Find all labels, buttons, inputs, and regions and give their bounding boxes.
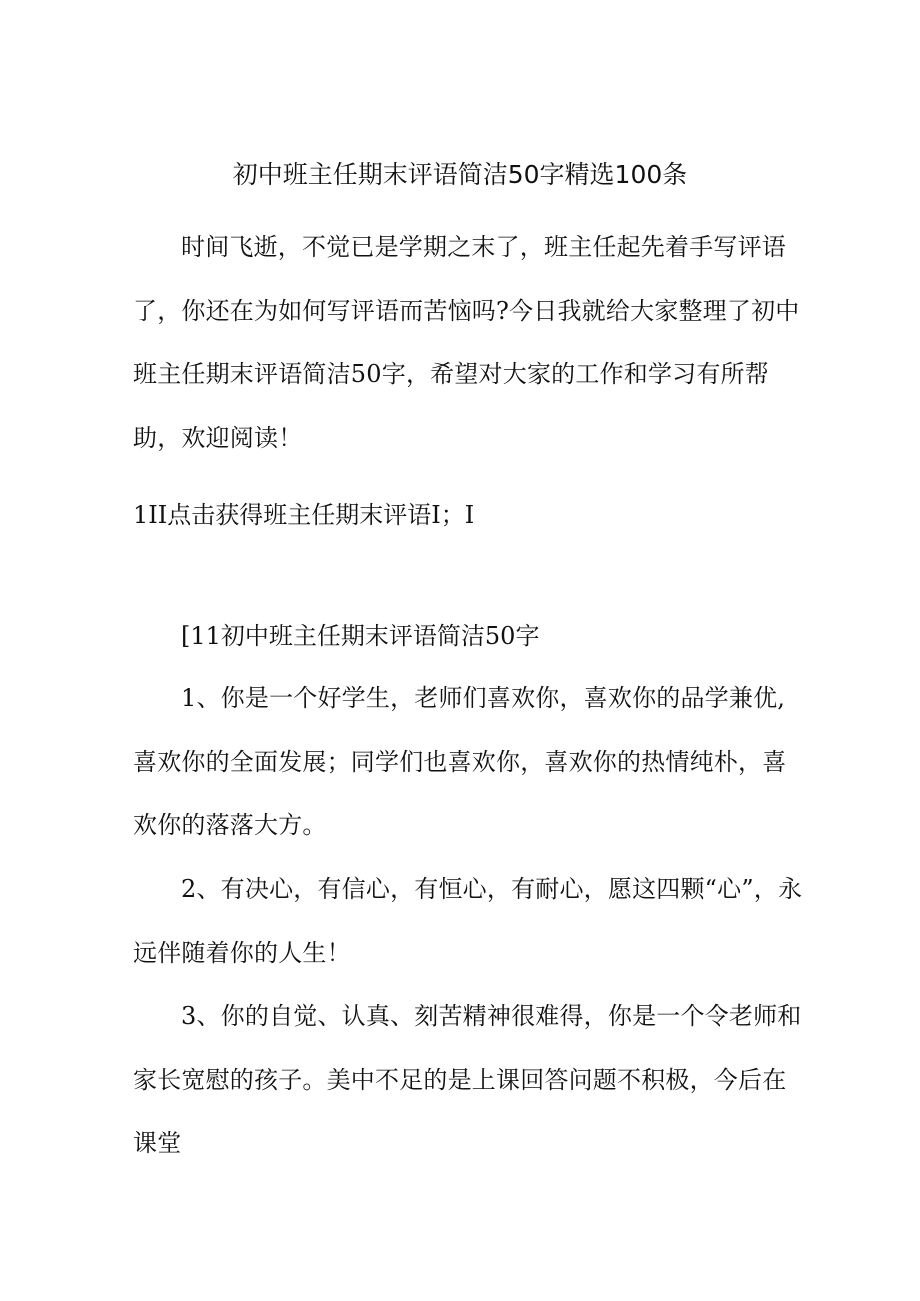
section-heading: [11初中班主任期末评语简洁50字 — [181, 622, 540, 650]
comment-item-1: 1、你是一个好学生，老师们喜欢你，喜欢你的品学兼优,喜欢你的全面发展；同学们也喜欢你，喜欢你的热情纯朴，喜欢你的落落大方。 — [133, 684, 787, 839]
link-line: 1II点击获得班主任期末评语I；I — [133, 501, 475, 529]
document-title: 初中班主任期末评语简洁50字精选100条 — [232, 160, 688, 189]
comment-item-3: 3、你的自觉、认真、刻苦精神很难得，你是一个令老师和家长宽慰的孩子。美中不足的是上课回答问题不积极，今后在课堂 — [133, 1002, 802, 1157]
comment-item-2: 2、有决心，有信心，有恒心，有耐心，愿这四颗“心”，永远伴随着你的人生！ — [133, 875, 803, 967]
intro-paragraph: 时间飞逝，不觉已是学期之末了，班主任起先着手写评语了，你还在为如何写评语而苦恼吗?今日我就给大家整理了初中班主任期末评语简洁50字，希望对大家的工作和学习有所帮助，欢迎阅读！ — [133, 233, 800, 452]
